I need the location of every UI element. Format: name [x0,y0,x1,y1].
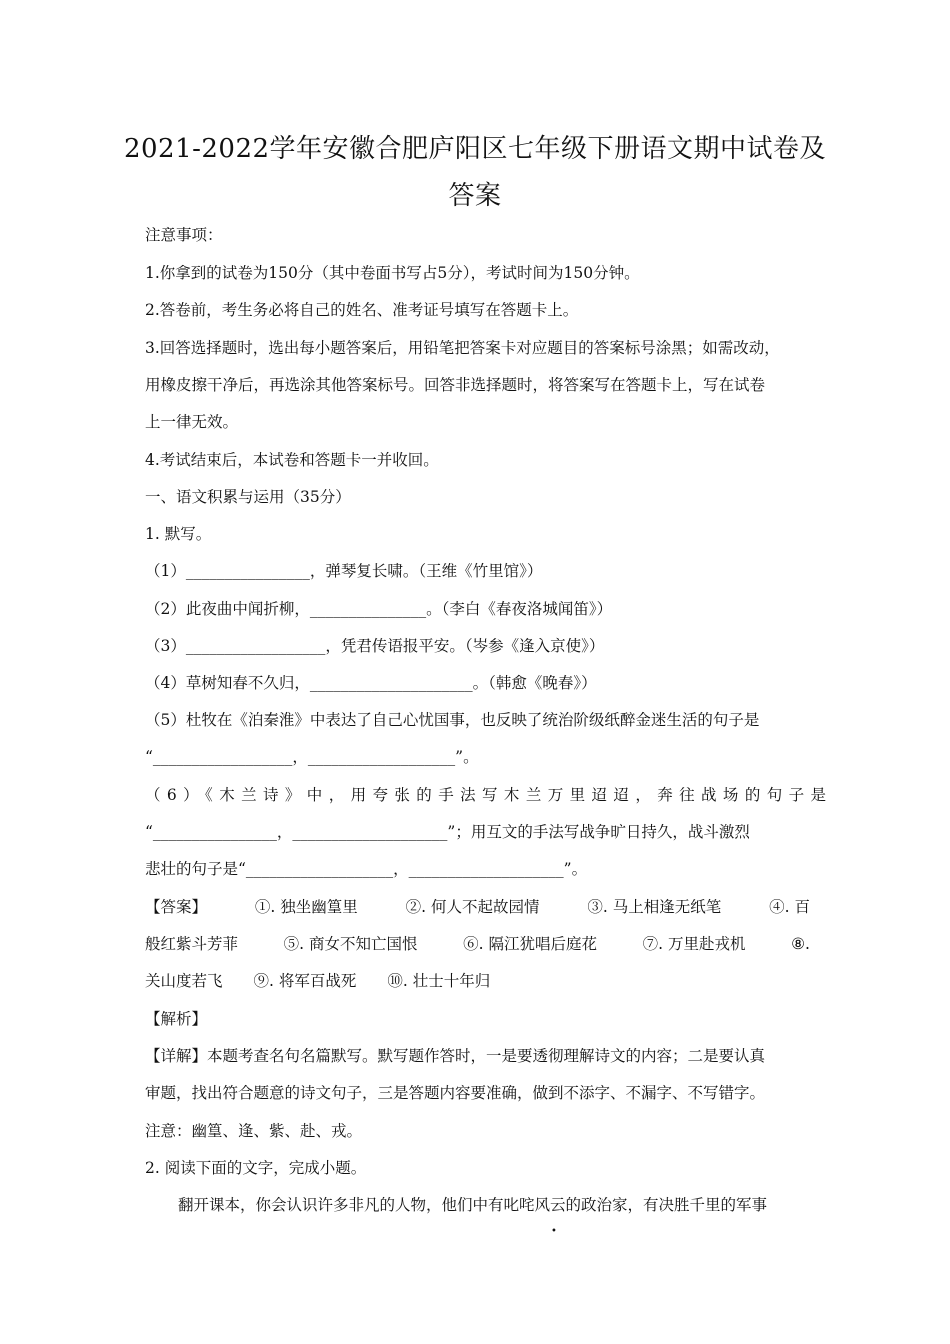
question-1-part-1: （1）________________，弹琴复长啸。（王维《竹里馆》） [145,562,543,580]
answer-item: ③. 马上相逢无纸笔 [587,898,722,916]
analysis-line-1: 【详解】本题考查名句名篇默写。默写题作答时，一是要透彻理解诗文的内容；二是要认真 [145,1047,766,1065]
notice-item-1: 1.你拿到的试卷为150分（其中卷面书写占5分），考试时间为150分钟。 [145,264,640,282]
document-title-line1: 2021-2022学年安徽合肥庐阳区七年级下册语文期中试卷及 [123,134,827,164]
page-marker-dot: • [551,1226,557,1237]
question-1-part-6-line3: 悲壮的句子是“___________________，____________________”。 [145,860,588,878]
notice-item-3-line3: 上一律无效。 [145,413,239,431]
question-1-part-5-line2: “__________________，___________________”。 [145,748,479,766]
question-1-label: 1. 默写。 [145,525,212,543]
notice-item-3-line1: 3.回答选择题时，选出每小题答案后，用铅笔把答案卡对应题目的答案标号涂黑；如需改动， [145,339,780,357]
question-2-label: 2. 阅读下面的文字，完成小题。 [145,1159,367,1177]
answer-item: ①. 独坐幽篁里 [254,898,358,916]
notice-item-2: 2.答卷前，考生务必将自己的姓名、准考证号填写在答题卡上。 [145,301,579,319]
answer-line-1 [145,897,810,917]
question-1-part-6-line2: “________________，____________________”；用互文的手法写战争旷日持久，战斗激烈 [145,823,750,841]
answer-line-3: 关山度若飞 ⑨. 将军百战死 ⑩. 壮士十年归 [145,972,491,990]
question-1-part-6-line1: （6）《木兰诗》中，用夸张的手法写木兰万里迢迢，奔往战场的句子是 [145,786,833,804]
notice-item-4: 4.考试结束后，本试卷和答题卡一并收回。 [145,451,439,469]
question-1-part-3: （3）__________________，凭君传语报平安。（岑参《逢入京使》） [145,637,605,655]
notice-heading: 注意事项： [145,226,223,244]
question-1-part-5-line1: （5）杜牧在《泊秦淮》中表达了自己心忧国事，也反映了统治阶级纸醉金迷生活的句子是 [145,711,760,729]
answer-item: ⑤. 商女不知亡国恨 [283,935,418,953]
answer-label: 【答案】 [145,898,208,916]
question-1-part-2: （2）此夜曲中闻折柳，_______________。（李白《春夜洛城闻笛》） [145,600,613,618]
answer-item: ⑥. 隔江犹唱后庭花 [463,935,598,953]
section-heading: 一、语文积累与运用（35分） [145,488,351,506]
answer-item: 般红紫斗芳菲 [145,935,239,953]
question-1-part-4: （4）草树知春不久归，_____________________。（韩愈《晚春》） [145,674,597,692]
answer-item: ②. 何人不起故园情 [405,898,540,916]
analysis-heading: 【解析】 [145,1010,208,1028]
analysis-line-2: 审题，找出符合题意的诗文句子，三是答题内容要准确，做到不添字、不漏字、不写错字。 [145,1084,766,1102]
question-2-paragraph-line1: 翻开课本，你会认识许多非凡的人物，他们中有叱咤风云的政治家，有决胜千里的军事 [178,1196,768,1214]
answer-item: ⑦. 万里赴戎机 [642,935,746,953]
notice-item-3-line2: 用橡皮擦干净后，再选涂其他答案标号。回答非选择题时，将答案写在答题卡上，写在试卷 [145,376,766,394]
document-title-line2: 答案 [448,181,502,211]
answer-line-2 [145,934,810,954]
answer-item: ⑧. [791,935,810,953]
analysis-line-3: 注意：幽篁、逢、紫、赴、戎。 [145,1122,363,1140]
answer-item: ④. 百 [769,898,810,916]
